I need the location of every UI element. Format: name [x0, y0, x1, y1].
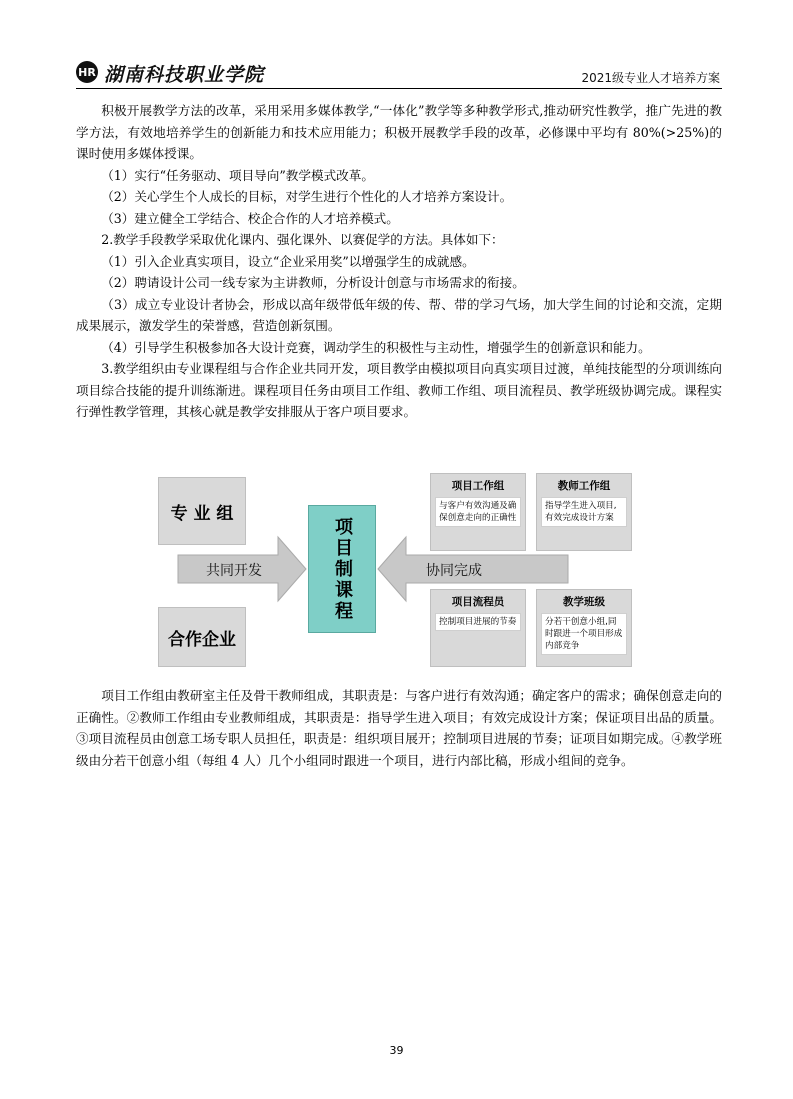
collaborative-completion-label: 协同完成: [426, 563, 482, 579]
team-title: 项目流程员: [451, 596, 505, 608]
school-name: 湖南科技职业学院: [104, 64, 265, 86]
page-header: [76, 58, 722, 89]
paragraph: （4）引导学生积极参加各大设计竞赛，调动学生的积极性与主动性，增强学生的创新意识和能力。: [101, 339, 651, 355]
team-description: 指导学生进入项目,有效完成设计方案: [541, 497, 627, 527]
team-description: 控制项目进展的节奏: [435, 613, 521, 631]
course-organization-diagram: [158, 467, 638, 667]
paragraph: （3）成立专业设计者协会，形成以高年级带低年级的传、帮、带的学习气场，加大学生间的讨论和交流，定期成果展示，激发学生的荣誉感，营造创新氛围。: [76, 296, 722, 333]
body-text-bottom: [76, 685, 722, 771]
project-course-box: 项目制课程: [308, 505, 376, 633]
document-title: 2021级专业人才培养方案: [581, 71, 720, 85]
body-text-top: [76, 100, 722, 423]
team-title: 教学班级: [563, 596, 605, 608]
paragraph: （2）聘请设计公司一线专家为主讲教师，分析设计创意与市场需求的衔接。: [101, 275, 525, 290]
paragraph: （2）关心学生个人成长的目标，对学生进行个性化的人才培养方案设计。: [101, 189, 513, 204]
partner-enterprise-box: 合作企业: [158, 607, 246, 667]
process-coordinator-box: [430, 589, 526, 667]
paragraph: 3.教学组织由专业课程组与合作企业共同开发，项目教学由模拟项目向真实项目过渡，单纯技能型的分项训练向项目综合技能的提升训练渐进。课程项目任务由项目工作组、教师工作组、项目流程员、教学班级协调完成。课程实行弹性教学管理，其核心就是教学安排服从于客户项目要求。: [76, 361, 722, 419]
paragraph: 项目工作组由教研室主任及骨干教师组成，其职责是：与客户进行有效沟通；确定客户的需求；确保创意走向的正确性。②教师工作组由专业教师组成，其职责是：指导学生进入项目；有效完成设计方案；保证项目出品的质量。③项目流程员由创意工场专职人员担任，职责是：组织项目展开；控制项目进展的节奏；证项目如期完成。④教学班级由分若干创意小组（每组 4 人）几个小组同时跟进一个项目，进行内部比稿，形成小组间的竞争。: [76, 688, 722, 768]
team-title: 项目工作组: [451, 480, 505, 492]
professional-group-box: 专 业 组: [158, 477, 246, 545]
team-description: 与客户有效沟通及确保创意走向的正确性: [435, 497, 521, 527]
project-team-box: [430, 473, 526, 551]
paragraph: 积极开展教学方法的改革，采用采用多媒体教学,“一体化”教学等多种教学形式,推动研究性教学，推广先进的教学方法，有效地培养学生的创新能力和技术应用能力；积极开展教学手段的改革，必修课中平均有 80%(>25%)的课时使用多媒体授课。: [76, 103, 722, 161]
teacher-team-box: [536, 473, 632, 551]
team-title: 教师工作组: [557, 480, 611, 492]
paragraph: （1）引入企业真实项目，设立“企业采用奖”以增强学生的成就感。: [101, 253, 475, 269]
team-description: 分若干创意小组,同时跟进一个项目形成内部竞争: [541, 613, 627, 655]
joint-development-label: 共同开发: [206, 563, 262, 579]
school-logo-icon: HR: [76, 61, 98, 83]
paragraph: （3）建立健全工学结合、校企合作的人才培养模式。: [101, 210, 399, 226]
page-number: 39: [389, 1044, 404, 1057]
paragraph: （1）实行“任务驱动、项目导向”教学模式改革。: [101, 167, 374, 183]
paragraph: 2.教学手段教学采取优化课内、强化课外、以赛促学的方法。具体如下：: [101, 232, 504, 247]
teaching-class-box: [536, 589, 632, 667]
